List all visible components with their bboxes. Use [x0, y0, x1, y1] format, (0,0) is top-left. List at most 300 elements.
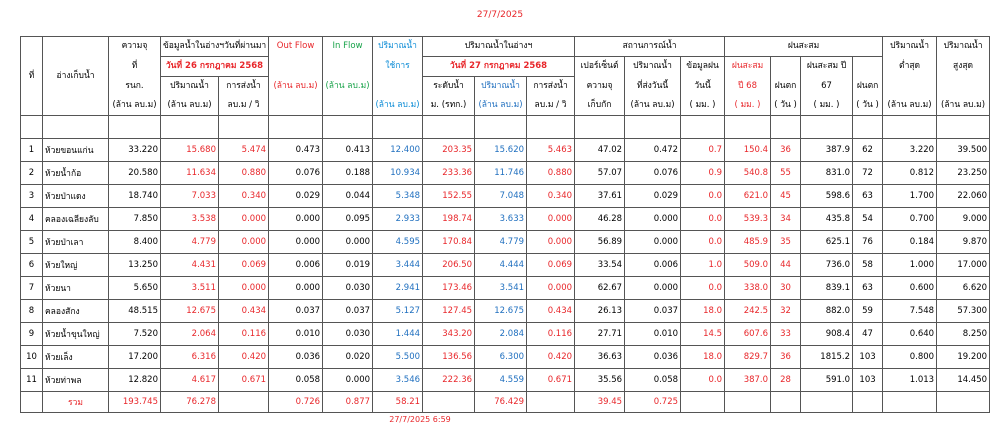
header-today-release-1: การส่งน้ำ	[527, 77, 575, 97]
rain-2567: 435.8	[801, 208, 853, 231]
usable-volume: 1.444	[373, 323, 423, 346]
rain-today: 0.0	[681, 369, 725, 392]
today-release: 0.000	[527, 277, 575, 300]
prev-volume: 7.033	[161, 185, 219, 208]
rain-today: 0.0	[681, 185, 725, 208]
report-timestamp: 27/7/2025 6:59	[389, 415, 451, 424]
prev-release: 5.474	[219, 139, 269, 162]
capacity: 20.580	[109, 162, 161, 185]
row-number: 11	[21, 369, 43, 392]
today-release: 0.434	[527, 300, 575, 323]
header-outflow-unit: (ล้าน ลบ.ม)	[269, 77, 323, 97]
header-min-unit: (ล้าน ลบ.ม)	[883, 96, 937, 116]
header-usage-1: ปริมาณน้ำ	[373, 37, 423, 57]
row-number: 10	[21, 346, 43, 369]
header-capacity-3: รนก.	[109, 77, 161, 97]
inflow: 0.413	[323, 139, 373, 162]
reservoir-name: ห้วยน้ำก้อ	[43, 162, 109, 185]
today-release: 0.340	[527, 185, 575, 208]
header-max-2: สูงสุด	[937, 57, 990, 77]
header-capacity-1: ความจุ	[109, 37, 161, 57]
today-volume: 15.620	[475, 139, 527, 162]
header-days67-unit: ( วัน )	[853, 96, 883, 116]
rain-days-68: 36	[771, 139, 801, 162]
min-volume: 1.013	[883, 369, 937, 392]
percent-capacity: 36.63	[575, 346, 625, 369]
header-days68-unit: ( วัน )	[771, 96, 801, 116]
prev-volume: 4.431	[161, 254, 219, 277]
header-min-1: ปริมาณน้ำ	[883, 37, 937, 57]
rain-2567: 625.1	[801, 231, 853, 254]
usable-volume: 2.933	[373, 208, 423, 231]
usable-volume: 2.941	[373, 277, 423, 300]
min-volume: 3.220	[883, 139, 937, 162]
header-usage-2: ใช้การ	[373, 57, 423, 77]
outflow: 0.000	[269, 231, 323, 254]
rain-days-68: 35	[771, 231, 801, 254]
sent-today: 0.029	[625, 185, 681, 208]
table-row	[21, 300, 990, 323]
header-capacity-unit: (ล้าน ลบ.ม)	[109, 96, 161, 116]
inflow: 0.020	[323, 346, 373, 369]
today-volume: 6.300	[475, 346, 527, 369]
today-volume: 7.048	[475, 185, 527, 208]
rain-days-68: 30	[771, 277, 801, 300]
table-body	[21, 116, 990, 392]
total-sent: 0.725	[625, 392, 681, 413]
prev-release: 0.434	[219, 300, 269, 323]
reservoir-name: ห้วยป่าแดง	[43, 185, 109, 208]
row-number: 6	[21, 254, 43, 277]
today-volume: 4.779	[475, 231, 527, 254]
today-release: 0.000	[527, 208, 575, 231]
prev-volume: 4.617	[161, 369, 219, 392]
table-row	[21, 277, 990, 300]
water-level: 127.45	[423, 300, 475, 323]
rain-days-68: 33	[771, 323, 801, 346]
row-number: 3	[21, 185, 43, 208]
sent-today: 0.076	[625, 162, 681, 185]
rain-2568: 539.3	[725, 208, 771, 231]
prev-release: 0.671	[219, 369, 269, 392]
rain-days-68: 28	[771, 369, 801, 392]
total-row	[21, 392, 990, 413]
rain-today: 0.7	[681, 139, 725, 162]
table-row	[21, 231, 990, 254]
header-percent-3: เก็บกัก	[575, 96, 625, 116]
inflow: 0.030	[323, 277, 373, 300]
header-rain68-2: ปี 68	[725, 77, 771, 97]
rain-2567: 1815.2	[801, 346, 853, 369]
rain-2568: 621.0	[725, 185, 771, 208]
outflow: 0.000	[269, 208, 323, 231]
table-row	[21, 185, 990, 208]
rain-days-67: 72	[853, 162, 883, 185]
table-row	[21, 208, 990, 231]
sent-today: 0.037	[625, 300, 681, 323]
water-level: 222.36	[423, 369, 475, 392]
header-today-volume-1: ปริมาณน้ำ	[475, 77, 527, 97]
sent-today: 0.010	[625, 323, 681, 346]
capacity: 18.740	[109, 185, 161, 208]
min-volume: 0.640	[883, 323, 937, 346]
outflow: 0.473	[269, 139, 323, 162]
reservoir-table	[20, 36, 990, 413]
prev-volume: 6.316	[161, 346, 219, 369]
rain-today: 0.9	[681, 162, 725, 185]
row-number: 1	[21, 139, 43, 162]
header-prev-release-1: การส่งน้ำ	[219, 77, 269, 97]
reservoir-name: ห้วยนา	[43, 277, 109, 300]
water-level: 136.56	[423, 346, 475, 369]
rain-2567: 387.9	[801, 139, 853, 162]
rain-days-67: 63	[853, 277, 883, 300]
prev-volume: 15.680	[161, 139, 219, 162]
header-rain-today-1: ข้อมูลฝน	[681, 57, 725, 77]
prev-release: 0.880	[219, 162, 269, 185]
prev-release: 0.116	[219, 323, 269, 346]
min-volume: 7.548	[883, 300, 937, 323]
usable-volume: 5.127	[373, 300, 423, 323]
sent-today: 0.000	[625, 277, 681, 300]
inflow: 0.000	[323, 369, 373, 392]
prev-release: 0.340	[219, 185, 269, 208]
max-volume: 14.450	[937, 369, 990, 392]
rain-days-67: 103	[853, 369, 883, 392]
header-today-date: วันที่ 27 กรกฎาคม 2568	[423, 57, 575, 77]
percent-capacity: 56.89	[575, 231, 625, 254]
header-prev-release-unit: ลบ.ม / วิ	[219, 96, 269, 116]
water-level: 152.55	[423, 185, 475, 208]
rain-days-68: 55	[771, 162, 801, 185]
percent-capacity: 62.67	[575, 277, 625, 300]
rain-days-67: 47	[853, 323, 883, 346]
rain-2568: 607.6	[725, 323, 771, 346]
reservoir-name: คลองเฉลียงลับ	[43, 208, 109, 231]
header-today-group: ปริมาณน้ำในอ่างฯ	[423, 37, 575, 57]
rain-2567: 882.0	[801, 300, 853, 323]
header-sent-unit: (ล้าน ลบ.ม)	[625, 96, 681, 116]
outflow: 0.076	[269, 162, 323, 185]
table-row	[21, 162, 990, 185]
percent-capacity: 27.71	[575, 323, 625, 346]
header-rain68-1: ฝนสะสม	[725, 57, 771, 77]
max-volume: 6.620	[937, 277, 990, 300]
today-release: 0.000	[527, 231, 575, 254]
usable-volume: 4.595	[373, 231, 423, 254]
capacity: 7.520	[109, 323, 161, 346]
header-days68-1	[771, 57, 801, 77]
outflow: 0.058	[269, 369, 323, 392]
header-max-unit: (ล้าน ลบ.ม)	[937, 96, 990, 116]
inflow: 0.030	[323, 323, 373, 346]
capacity: 7.850	[109, 208, 161, 231]
prev-volume: 11.634	[161, 162, 219, 185]
rain-today: 1.0	[681, 254, 725, 277]
capacity: 33.220	[109, 139, 161, 162]
header-percent-2: ความจุ	[575, 77, 625, 97]
prev-volume: 2.064	[161, 323, 219, 346]
reservoir-name: ห้วยป่าเลา	[43, 231, 109, 254]
row-number: 2	[21, 162, 43, 185]
row-number: 5	[21, 231, 43, 254]
outflow: 0.029	[269, 185, 323, 208]
usable-volume: 10.934	[373, 162, 423, 185]
rain-today: 18.0	[681, 346, 725, 369]
prev-release: 0.000	[219, 277, 269, 300]
rain-2568: 485.9	[725, 231, 771, 254]
rain-2567: 598.6	[801, 185, 853, 208]
percent-capacity: 33.54	[575, 254, 625, 277]
header-reservoir: อ่างเก็บน้ำ	[43, 37, 109, 116]
header-days67-1	[853, 57, 883, 77]
total-today-volume: 76.429	[475, 392, 527, 413]
table-row	[21, 139, 990, 162]
rain-2568: 387.0	[725, 369, 771, 392]
max-volume: 57.300	[937, 300, 990, 323]
rain-days-67: 63	[853, 185, 883, 208]
rain-days-67: 59	[853, 300, 883, 323]
total-usage: 58.21	[373, 392, 423, 413]
rain-days-68: 34	[771, 208, 801, 231]
today-release: 0.671	[527, 369, 575, 392]
header-rain-today-unit: ( มม. )	[681, 96, 725, 116]
capacity: 5.650	[109, 277, 161, 300]
max-volume: 23.250	[937, 162, 990, 185]
capacity: 12.820	[109, 369, 161, 392]
today-release: 5.463	[527, 139, 575, 162]
header-today-volume-unit: (ล้าน ลบ.ม)	[475, 96, 527, 116]
rain-days-68: 45	[771, 185, 801, 208]
max-volume: 19.200	[937, 346, 990, 369]
today-release: 0.880	[527, 162, 575, 185]
header-max-1: ปริมาณน้ำ	[937, 37, 990, 57]
header-rain67-2: 67	[801, 77, 853, 97]
min-volume: 1.700	[883, 185, 937, 208]
percent-capacity: 57.07	[575, 162, 625, 185]
rain-2567: 839.1	[801, 277, 853, 300]
total-capacity: 193.745	[109, 392, 161, 413]
header-inflow: In Flow	[323, 37, 373, 57]
rain-2568: 242.5	[725, 300, 771, 323]
table-header	[21, 37, 990, 116]
rain-2568: 509.0	[725, 254, 771, 277]
max-volume: 9.870	[937, 231, 990, 254]
rain-2567: 736.0	[801, 254, 853, 277]
header-rain-group: ฝนสะสม	[725, 37, 883, 57]
rain-days-68: 32	[771, 300, 801, 323]
today-volume: 4.444	[475, 254, 527, 277]
usable-volume: 3.444	[373, 254, 423, 277]
rain-days-67: 58	[853, 254, 883, 277]
percent-capacity: 35.56	[575, 369, 625, 392]
water-level: 203.35	[423, 139, 475, 162]
header-percent-1: เปอร์เซ็นต์	[575, 57, 625, 77]
sent-today: 0.000	[625, 231, 681, 254]
inflow: 0.188	[323, 162, 373, 185]
header-prev-group: ข้อมูลน้ำในอ่างฯวันที่ผ่านมา	[161, 37, 269, 57]
header-status-group: สถานการณ์น้ำ	[575, 37, 725, 57]
inflow: 0.019	[323, 254, 373, 277]
rain-2567: 591.0	[801, 369, 853, 392]
header-today-release-unit: ลบ.ม / วิ	[527, 96, 575, 116]
today-volume: 12.675	[475, 300, 527, 323]
rain-days-67: 76	[853, 231, 883, 254]
row-number: 8	[21, 300, 43, 323]
prev-release: 0.069	[219, 254, 269, 277]
report-date: 27/7/2025	[476, 10, 524, 20]
header-sent-1: ปริมาณน้ำ	[625, 57, 681, 77]
total-inflow: 0.877	[323, 392, 373, 413]
header-capacity-2: ที่	[109, 57, 161, 77]
percent-capacity: 26.13	[575, 300, 625, 323]
today-volume: 3.541	[475, 277, 527, 300]
today-volume: 4.559	[475, 369, 527, 392]
rain-today: 0.0	[681, 208, 725, 231]
prev-volume: 3.511	[161, 277, 219, 300]
sent-today: 0.058	[625, 369, 681, 392]
min-volume: 1.000	[883, 254, 937, 277]
header-outflow: Out Flow	[269, 37, 323, 57]
percent-capacity: 46.28	[575, 208, 625, 231]
prev-volume: 4.779	[161, 231, 219, 254]
rain-today: 14.5	[681, 323, 725, 346]
rain-2568: 540.8	[725, 162, 771, 185]
inflow: 0.037	[323, 300, 373, 323]
outflow: 0.000	[269, 277, 323, 300]
water-level: 170.84	[423, 231, 475, 254]
water-level: 206.50	[423, 254, 475, 277]
water-level: 198.74	[423, 208, 475, 231]
header-prev-volume-unit: (ล้าน ลบ.ม)	[161, 96, 219, 116]
today-release: 0.420	[527, 346, 575, 369]
rain-days-68: 44	[771, 254, 801, 277]
water-level: 173.46	[423, 277, 475, 300]
capacity: 8.400	[109, 231, 161, 254]
header-no: ที่	[21, 37, 43, 116]
inflow: 0.000	[323, 231, 373, 254]
usable-volume: 5.500	[373, 346, 423, 369]
total-percent: 39.45	[575, 392, 625, 413]
header-level-unit: ม. (รทก.)	[423, 96, 475, 116]
reservoir-name: ห้วยใหญ่	[43, 254, 109, 277]
water-level: 233.36	[423, 162, 475, 185]
outflow: 0.036	[269, 346, 323, 369]
water-level: 343.20	[423, 323, 475, 346]
prev-volume: 3.538	[161, 208, 219, 231]
max-volume: 17.000	[937, 254, 990, 277]
reservoir-name: ห้วยขอนแก่น	[43, 139, 109, 162]
reservoir-name: ห้วยน้ำขุนใหญ่	[43, 323, 109, 346]
row-number: 4	[21, 208, 43, 231]
min-volume: 0.700	[883, 208, 937, 231]
max-volume: 8.250	[937, 323, 990, 346]
percent-capacity: 37.61	[575, 185, 625, 208]
reservoir-name: ห้วยท่าพล	[43, 369, 109, 392]
capacity: 17.200	[109, 346, 161, 369]
rain-today: 18.0	[681, 300, 725, 323]
rain-2568: 338.0	[725, 277, 771, 300]
header-min-2: ต่ำสุด	[883, 57, 937, 77]
today-volume: 11.746	[475, 162, 527, 185]
min-volume: 0.600	[883, 277, 937, 300]
header-days67-label: ฝนตก	[853, 77, 883, 97]
min-volume: 0.800	[883, 346, 937, 369]
header-sent-2: ที่ส่งวันนี้	[625, 77, 681, 97]
rain-days-67: 54	[853, 208, 883, 231]
min-volume: 0.812	[883, 162, 937, 185]
reservoir-name: คลองสักง	[43, 300, 109, 323]
rain-2568: 150.4	[725, 139, 771, 162]
row-number: 9	[21, 323, 43, 346]
header-prev-volume-1: ปริมาณน้ำ	[161, 77, 219, 97]
prev-volume: 12.675	[161, 300, 219, 323]
prev-release: 0.000	[219, 208, 269, 231]
prev-release: 0.000	[219, 231, 269, 254]
sent-today: 0.000	[625, 208, 681, 231]
min-volume: 0.184	[883, 231, 937, 254]
total-outflow: 0.726	[269, 392, 323, 413]
rain-today: 0.0	[681, 277, 725, 300]
outflow: 0.006	[269, 254, 323, 277]
sent-today: 0.472	[625, 139, 681, 162]
header-prev-date: วันที่ 26 กรกฎาคม 2568	[161, 57, 269, 77]
rain-2567: 908.4	[801, 323, 853, 346]
rain-2567: 831.0	[801, 162, 853, 185]
total-label: รวม	[43, 392, 109, 413]
max-volume: 39.500	[937, 139, 990, 162]
inflow: 0.095	[323, 208, 373, 231]
header-level-1: ระดับน้ำ	[423, 77, 475, 97]
table-row	[21, 346, 990, 369]
rain-days-67: 62	[853, 139, 883, 162]
capacity: 13.250	[109, 254, 161, 277]
today-volume: 3.633	[475, 208, 527, 231]
usable-volume: 12.400	[373, 139, 423, 162]
header-rain67-unit: ( มม. )	[801, 96, 853, 116]
outflow: 0.037	[269, 300, 323, 323]
header-usage-unit: (ล้าน ลบ.ม)	[373, 96, 423, 116]
max-volume: 22.060	[937, 185, 990, 208]
rain-2568: 829.7	[725, 346, 771, 369]
header-inflow-unit: (ล้าน ลบ.ม)	[323, 77, 373, 97]
table-row	[21, 369, 990, 392]
today-release: 0.069	[527, 254, 575, 277]
capacity: 48.515	[109, 300, 161, 323]
table-row	[21, 323, 990, 346]
header-days68-label: ฝนตก	[771, 77, 801, 97]
usable-volume: 5.348	[373, 185, 423, 208]
reservoir-name: ห้วยเล็ง	[43, 346, 109, 369]
spacer-row	[21, 116, 990, 139]
outflow: 0.010	[269, 323, 323, 346]
header-rain67-1: ฝนสะสม ปี	[801, 57, 853, 77]
table-row	[21, 254, 990, 277]
rain-days-67: 103	[853, 346, 883, 369]
prev-release: 0.420	[219, 346, 269, 369]
today-volume: 2.084	[475, 323, 527, 346]
row-number: 7	[21, 277, 43, 300]
sent-today: 0.006	[625, 254, 681, 277]
rain-today: 0.0	[681, 231, 725, 254]
percent-capacity: 47.02	[575, 139, 625, 162]
total-prev-volume: 76.278	[161, 392, 219, 413]
usable-volume: 3.546	[373, 369, 423, 392]
today-release: 0.116	[527, 323, 575, 346]
sent-today: 0.036	[625, 346, 681, 369]
header-rain-today-2: วันนี้	[681, 77, 725, 97]
header-rain68-unit: ( มม. )	[725, 96, 771, 116]
